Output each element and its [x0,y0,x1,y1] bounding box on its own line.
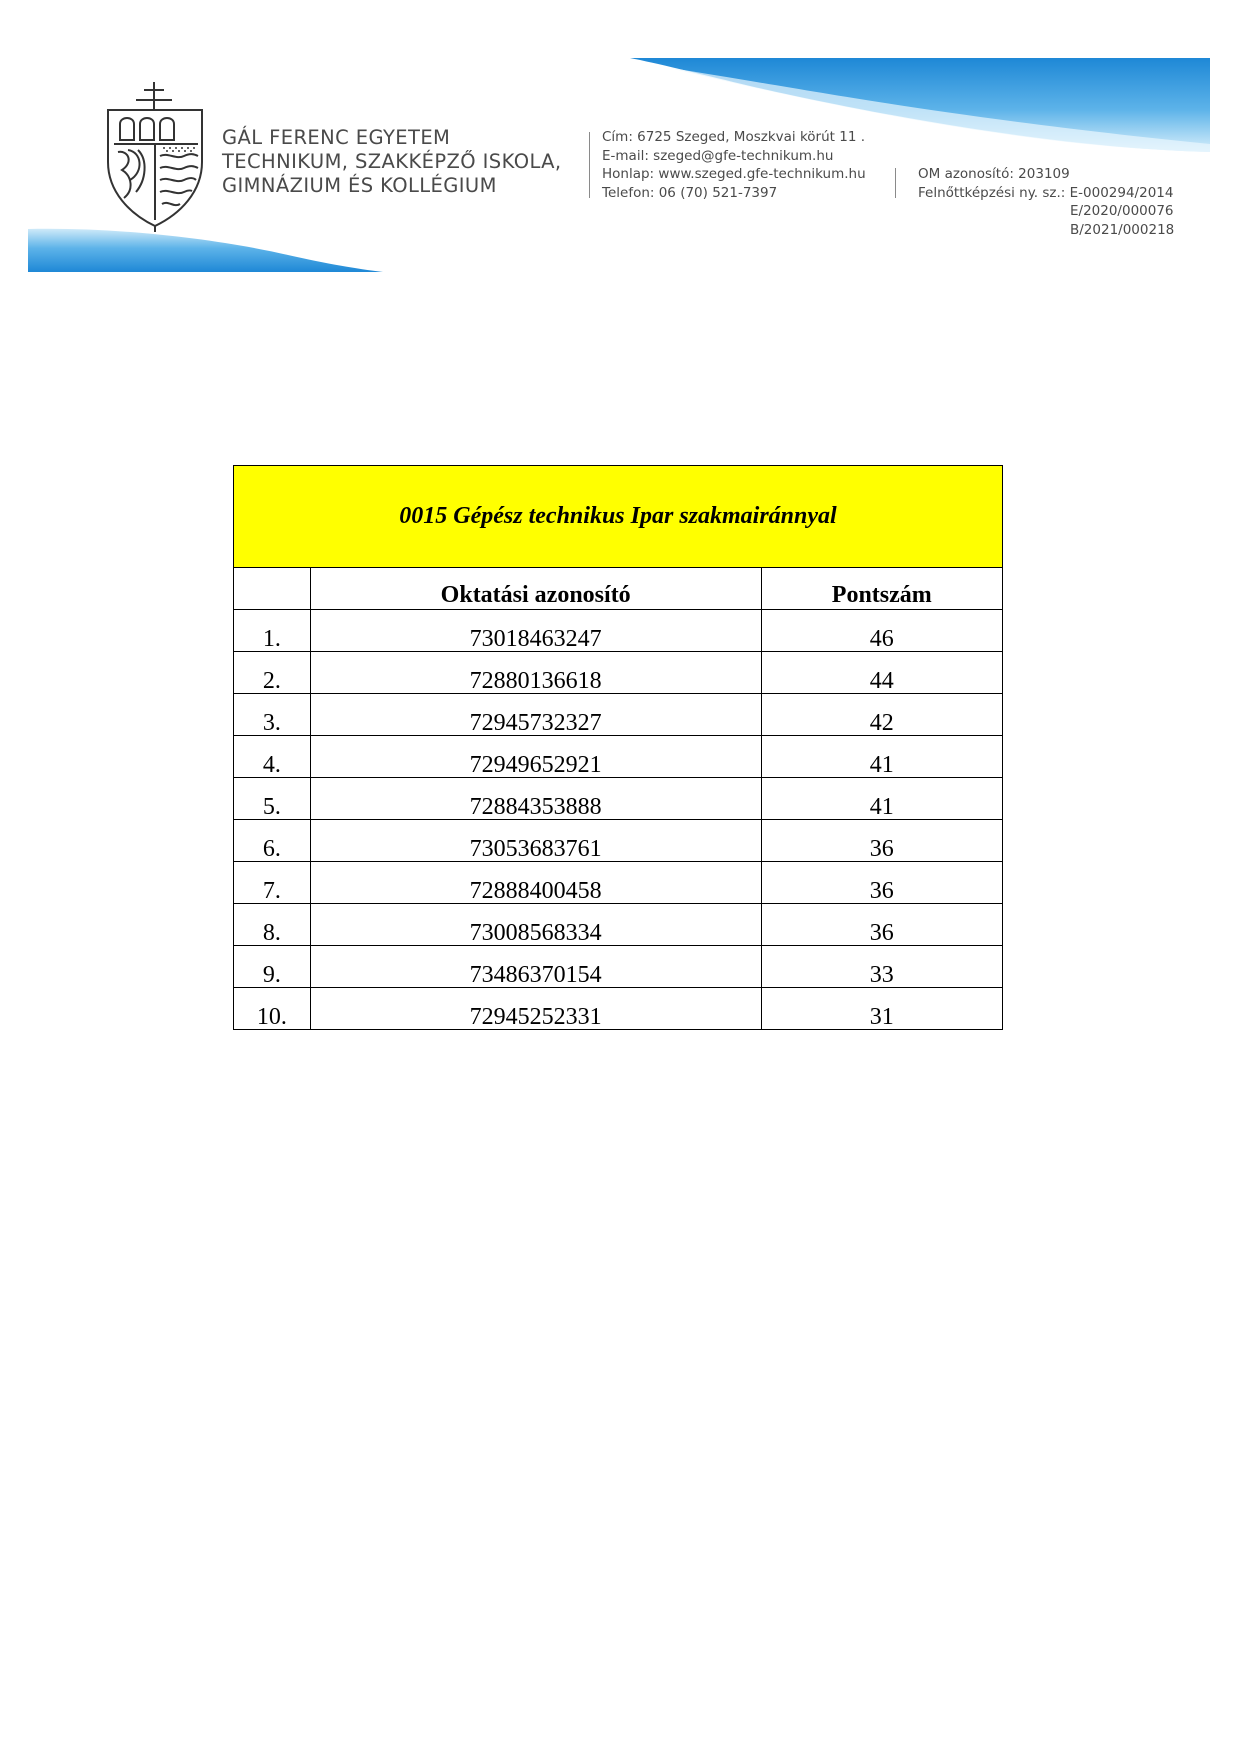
table-row [234,820,1003,862]
score-cell: 33 [761,946,1002,988]
contact-email: E-mail: szeged@gfe-technikum.hu [602,147,834,164]
column-header-id: Oktatási azonosító [310,568,761,610]
table-row [234,988,1003,1030]
id-cell: 73008568334 [310,904,761,946]
rank-cell: 7. [234,862,311,904]
table-row [234,736,1003,778]
contact-info [602,128,866,202]
school-name-line-1: GÁL FERENC EGYETEM [222,126,451,149]
contact-phone: Telefon: 06 (70) 521-7397 [602,184,778,201]
rank-cell: 9. [234,946,311,988]
table-row [234,652,1003,694]
table-row [234,862,1003,904]
rank-cell: 4. [234,736,311,778]
score-cell: 41 [761,736,1002,778]
school-name-line-3: GIMNÁZIUM ÉS KOLLÉGIUM [222,174,497,197]
id-cell: 72949652921 [310,736,761,778]
contact-website: Honlap: www.szeged.gfe-technikum.hu [602,166,866,183]
column-header-rank [234,568,311,610]
rank-cell: 10. [234,988,311,1030]
score-cell: 36 [761,820,1002,862]
table-row [234,904,1003,946]
results-table [233,465,1003,1030]
score-cell: 42 [761,694,1002,736]
id-cell: 72880136618 [310,652,761,694]
table-title: 0015 Gépész technikus Ipar szakmairánnyal [234,466,1003,568]
adult-edu-reg-b: B/2021/000218 [1070,221,1175,238]
score-cell: 41 [761,778,1002,820]
rank-cell: 6. [234,820,311,862]
header-wave-bottom-left [28,225,383,275]
id-cell: 72884353888 [310,778,761,820]
table-row [234,694,1003,736]
table-row [234,946,1003,988]
om-info [918,165,1174,239]
rank-cell: 1. [234,610,311,652]
column-header-score: Pontszám [761,568,1002,610]
score-cell: 36 [761,904,1002,946]
contact-address: Cím: 6725 Szeged, Moszkvai körút 11 . [602,129,865,145]
id-cell: 73053683761 [310,820,761,862]
rank-cell: 8. [234,904,311,946]
score-cell: 36 [761,862,1002,904]
rank-cell: 2. [234,652,311,694]
score-cell: 46 [761,610,1002,652]
adult-edu-reg-e: E/2020/000076 [1070,203,1174,220]
id-cell: 73018463247 [310,610,761,652]
id-cell: 72945732327 [310,694,761,736]
score-cell: 44 [761,652,1002,694]
score-cell: 31 [761,988,1002,1030]
id-cell: 72945252331 [310,988,761,1030]
header-divider-2 [895,168,896,198]
id-cell: 72888400458 [310,862,761,904]
table-row [234,610,1003,652]
table-row [234,778,1003,820]
school-crest-logo [104,80,208,232]
rank-cell: 5. [234,778,311,820]
id-cell: 73486370154 [310,946,761,988]
om-id: OM azonosító: 203109 [918,166,1070,182]
rank-cell: 3. [234,694,311,736]
school-name [222,126,562,198]
school-name-line-2: TECHNIKUM, SZAKKÉPZŐ ISKOLA, [222,150,562,173]
adult-edu-reg: Felnőttképzési ny. sz.: E-000294/2014 [918,184,1174,201]
header-divider-1 [589,132,590,198]
